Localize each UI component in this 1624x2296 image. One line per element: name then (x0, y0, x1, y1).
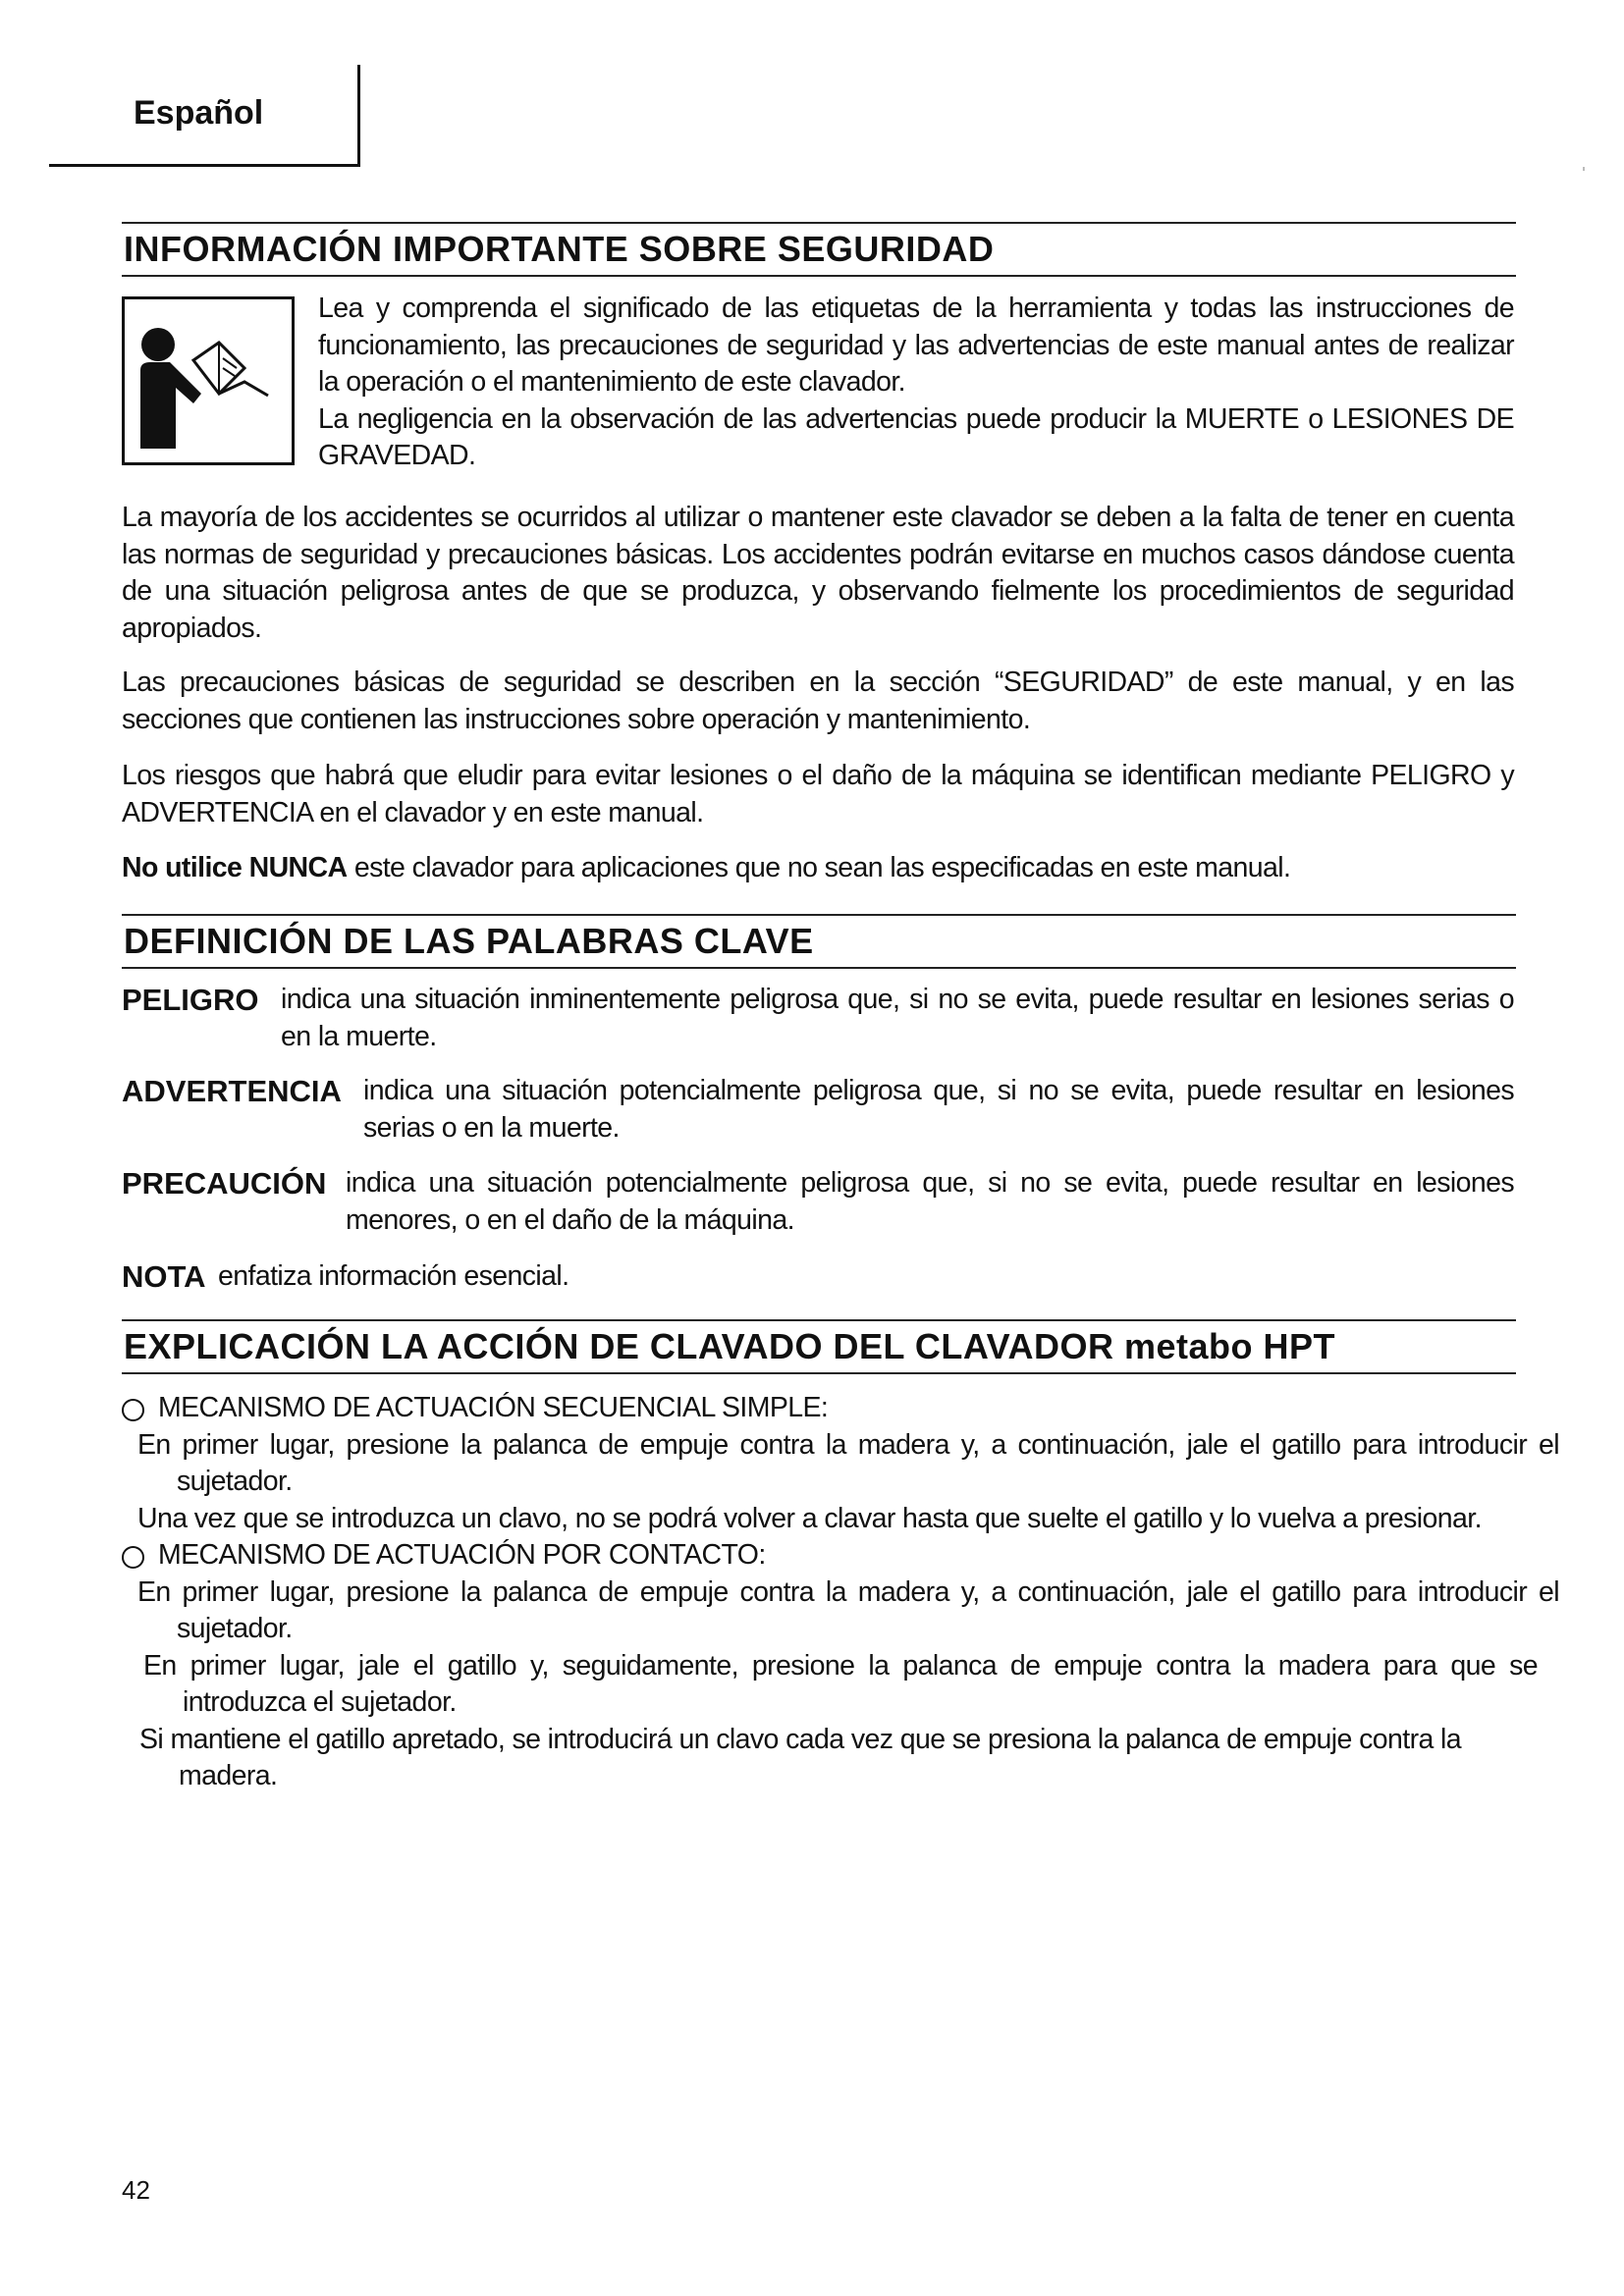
definition-text: indica una situación potencialmente peligrosa que, si no se evita, puede resultar en lesiones serias o en la muerte. (363, 1075, 1514, 1144)
circle-bullet-icon (122, 1399, 144, 1421)
definition-term: ADVERTENCIA (122, 1074, 342, 1108)
safety-p4 (122, 850, 1514, 887)
definition-term: PELIGRO (122, 983, 259, 1017)
definitions-section-title: DEFINICIÓN DE LAS PALABRAS CLAVE (122, 914, 1516, 969)
contact-p1: En primer lugar, presione la palanca de empuje contra la madera y, a continuación, jale el gatillo para introducir el sujetador. (137, 1575, 1559, 1644)
circle-bullet-icon (122, 1546, 144, 1569)
read-manual-icon (122, 296, 295, 465)
definition-text: indica una situación potencialmente peligrosa que, si no se evita, puede resultar en lesiones menores, o en el daño de la máquina. (346, 1167, 1514, 1236)
sequential-p2: Una vez que se introduzca un clavo, no se podrá volver a clavar hasta que suelte el gatillo y lo vuelva a presionar. (137, 1502, 1482, 1534)
safety-intro-p1: Lea y comprenda el significado de las etiquetas de la herramienta y todas las instrucciones de funcionamiento, las precauciones de seguridad y las advertencias de este manual antes de realizar la operación o el mantenimiento de este clavador. (318, 293, 1514, 398)
page-number: 42 (122, 2175, 150, 2205)
tab-vertical-rule (357, 65, 360, 167)
contact-heading-text: MECANISMO DE ACTUACIÓN POR CONTACTO: (158, 1539, 766, 1571)
language-label: Español (134, 94, 264, 132)
contact-p3: Si mantiene el gatillo apretado, se introducirá un clavo cada vez que se presiona la palanca de empuje contra la madera. (139, 1723, 1462, 1791)
definition-term: NOTA (122, 1259, 206, 1294)
tab-horizontal-rule (49, 164, 360, 167)
definition-peligro (122, 982, 1514, 1055)
safety-p4-bold: No utilice NUNCA (122, 852, 348, 883)
safety-p2: Las precauciones básicas de seguridad se describen en la sección “SEGURIDAD” de este manual, y en las secciones que contienen las instrucciones sobre operación y mantenimiento. (122, 667, 1514, 735)
contact-heading (122, 1537, 1545, 1575)
safety-intro-p2: La negligencia en la observación de las advertencias puede producir la MUERTE o LESIONES DE GRAVEDAD. (318, 402, 1514, 471)
safety-p1: La mayoría de los accidentes se ocurridos al utilizar o mantener este clavador se deben a la falta de tener en cuenta las normas de seguridad y precauciones básicas. Los accidentes podrán evitarse en muchos casos dándose cuenta de una situación peligrosa antes de que se produzca, y observando fielmente los procedimientos de seguridad apropiados. (122, 502, 1514, 644)
safety-section-title: INFORMACIÓN IMPORTANTE SOBRE SEGURIDAD (122, 222, 1516, 277)
sequential-p1: En primer lugar, presione la palanca de empuje contra la madera y, a continuación, jale el gatillo para introducir el sujetador. (137, 1428, 1559, 1497)
definition-advertencia (122, 1073, 1514, 1147)
language-tab (49, 65, 359, 167)
definition-nota (122, 1258, 1514, 1296)
scan-speck (1583, 167, 1585, 171)
safety-p4-rest: este clavador para aplicaciones que no sean las especificadas en este manual. (347, 852, 1291, 883)
read-manual-icon-graphic (125, 299, 292, 462)
sequential-heading (122, 1390, 1545, 1427)
explanation-list (122, 1390, 1559, 1795)
definition-text: enfatiza información esencial. (218, 1260, 569, 1292)
definition-precaucion (122, 1165, 1514, 1239)
contact-p2: En primer lugar, jale el gatillo y, seguidamente, presione la palanca de empuje contra la madera para que se introduzca el sujetador. (143, 1649, 1538, 1718)
explanation-section-title: EXPLICACIÓN LA ACCIÓN DE CLAVADO DEL CLAVADOR metabo HPT (122, 1319, 1516, 1374)
definition-text: indica una situación inminentemente peligrosa que, si no se evita, puede resultar en lesiones serias o en la muerte. (281, 984, 1514, 1052)
definition-term: PRECAUCIÓN (122, 1166, 327, 1201)
sequential-heading-text: MECANISMO DE ACTUACIÓN SECUENCIAL SIMPLE: (158, 1392, 829, 1423)
safety-intro (318, 291, 1514, 475)
safety-p3: Los riesgos que habrá que eludir para evitar lesiones o el daño de la máquina se identifican mediante PELIGRO y ADVERTENCIA en el clavador y en este manual. (122, 760, 1514, 828)
